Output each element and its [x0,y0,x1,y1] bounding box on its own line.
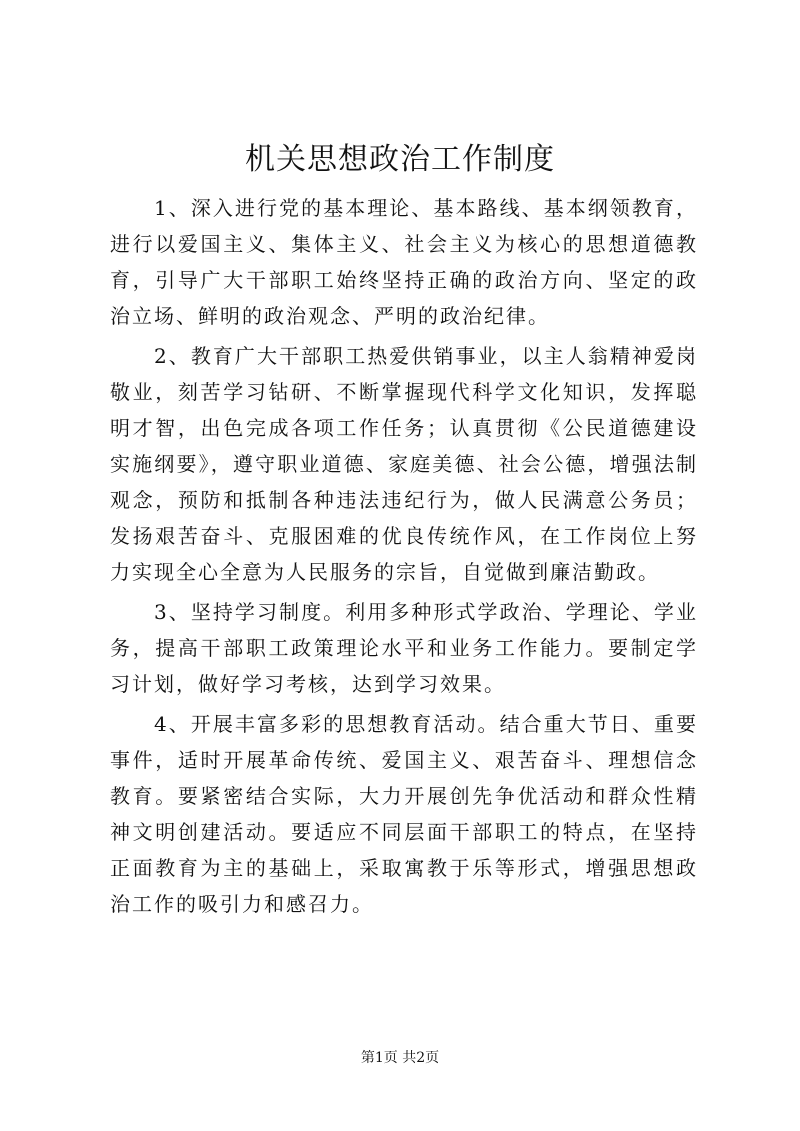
document-title: 机关思想政治工作制度 [245,142,555,177]
paragraph-4: 4、开展丰富多彩的思想教育活动。结合重大节日、重要事件，适时开展革命传统、爱国主义、艰苦奋斗、理想信念教育。要紧密结合实际，大力开展创先争优活动和群众性精神文明创建活动。要适应不同层面干部职工的特点，在坚持正面教育为主的基础上，采取寓教于乐等形式，增强思想政治工作的吸引力和感召力。 [110,712,698,916]
paragraph-2: 2、教育广大干部职工热爱供销事业，以主人翁精神爱岗敬业，刻苦学习钻研、不断掌握现代科学文化知识，发挥聪明才智，出色完成各项工作任务；认真贯彻《公民道德建设实施纲要》，遵守职业道德、家庭美德、社会公德，增强法制观念，预防和抵制各种违法违纪行为，做人民满意公务员；发扬艰苦奋斗、克服困难的优良传统作风，在工作岗位上努力实现全心全意为人民服务的宗旨，自觉做到廉洁勤政。 [110,344,698,584]
paragraph-3: 3、坚持学习制度。利用多种形式学政治、学理论、学业务，提高干部职工政策理论水平和业务工作能力。要制定学习计划，做好学习考核，达到学习效果。 [110,600,698,696]
paragraph-1: 1、深入进行党的基本理论、基本路线、基本纲领教育，进行以爱国主义、集体主义、社会主义为核心的思想道德教育，引导广大干部职工始终坚持正确的政治方向、坚定的政治立场、鲜明的政治观念、严明的政治纪律。 [110,196,698,328]
document-body [110,190,698,926]
page-number-footer: 第1页 共2页 [360,1050,440,1066]
